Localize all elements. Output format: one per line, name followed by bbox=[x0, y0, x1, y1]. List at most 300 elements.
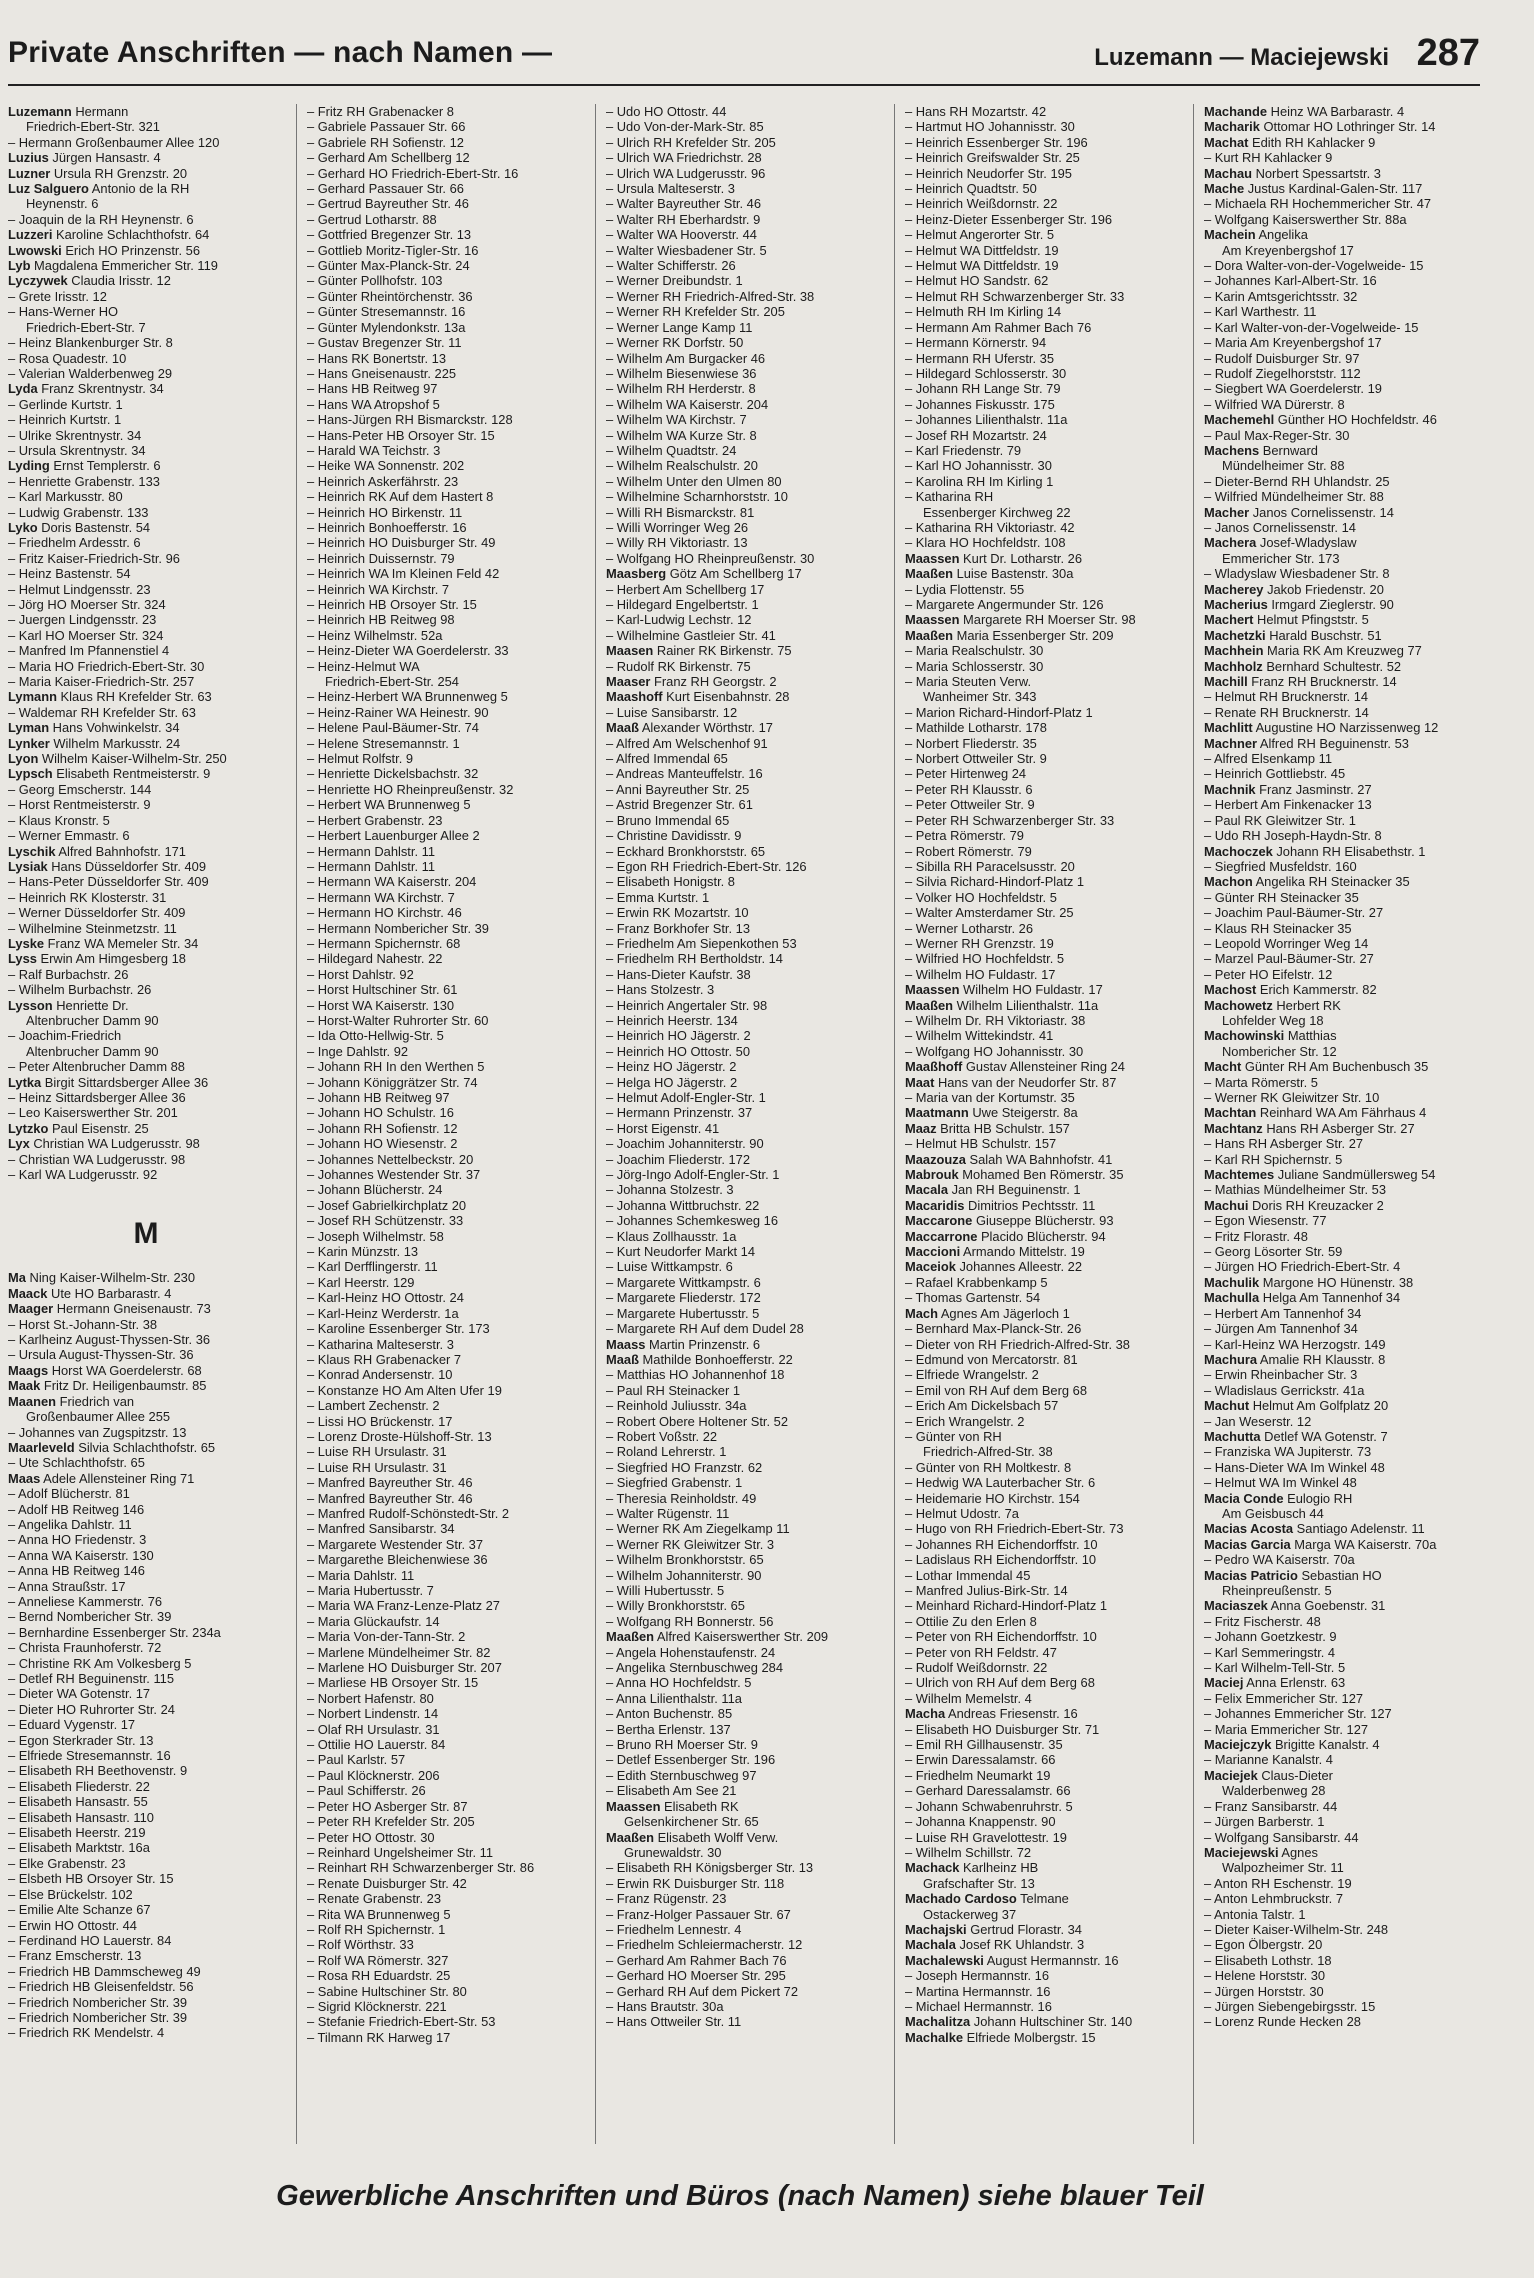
list-item: – Siegfried HO Franzstr. 62 bbox=[606, 1459, 763, 1475]
list-item bbox=[1204, 628, 1480, 643]
list-item: – Margarete Wittkampstr. 6 bbox=[606, 1274, 761, 1290]
surname: Maack bbox=[8, 1285, 48, 1301]
entry-details: Wilhelm HO Fuldastr. 17 bbox=[959, 982, 1103, 998]
list-item: – Helmut WA Im Winkel 48 bbox=[1204, 1475, 1357, 1491]
list-item: – Marlene HO Duisburger Str. 207 bbox=[307, 1660, 502, 1676]
list-item: – Emma Kurtstr. 1 bbox=[606, 889, 710, 905]
list-item: – Adolf HB Reitweg 146 bbox=[8, 1501, 145, 1517]
entry-details: Götz Am Schellberg 17 bbox=[666, 566, 802, 582]
list-item: – Paul Klöcknerstr. 206 bbox=[307, 1767, 440, 1783]
list-item bbox=[8, 520, 284, 535]
surname: Maatmann bbox=[905, 1105, 969, 1121]
entry-details: August Hermannstr. 16 bbox=[983, 1952, 1119, 1968]
list-item: – Karl-Heinz Werderstr. 1a bbox=[307, 1305, 459, 1321]
entry-details: Detlef WA Gotenstr. 7 bbox=[1260, 1428, 1388, 1444]
list-item bbox=[905, 1105, 1181, 1120]
list-item: – Johann RH Lange Str. 79 bbox=[905, 381, 1061, 397]
list-item: – Elisabeth Hansastr. 110 bbox=[8, 1809, 154, 1825]
directory-columns bbox=[8, 104, 1480, 2144]
list-item bbox=[8, 766, 284, 781]
surname: Mabrouk bbox=[905, 1167, 959, 1183]
surname: Lytzko bbox=[8, 1120, 49, 1136]
surname: Maaßhoff bbox=[905, 1059, 963, 1075]
list-item: – Peter von RH Eichendorffstr. 10 bbox=[905, 1629, 1097, 1645]
entry-details: Salah WA Bahnhofstr. 41 bbox=[965, 1151, 1113, 1167]
surname: Macharik bbox=[1204, 119, 1260, 135]
list-item: – Peter RH Krefelder Str. 205 bbox=[307, 1814, 475, 1830]
list-item: – Werner RH Grenzstr. 19 bbox=[905, 935, 1054, 951]
list-item: – Werner RK Am Ziegelkamp 11 bbox=[606, 1521, 790, 1537]
entry-details: Armando Mittelstr. 19 bbox=[960, 1244, 1085, 1260]
list-item: – Elisabeth Fliederstr. 22 bbox=[8, 1778, 150, 1794]
list-item: – Detlef Essenberger Str. 196 bbox=[606, 1752, 776, 1768]
list-item: – Gerhard Am Schellberg 12 bbox=[307, 150, 470, 166]
list-item: – Egon Sterkrader Str. 13 bbox=[8, 1732, 154, 1748]
list-item: – Elisabeth Heerstr. 219 bbox=[8, 1825, 146, 1841]
surname: Macias Acosta bbox=[1204, 1521, 1294, 1537]
list-item: – Klaus RH Steinacker 35 bbox=[1204, 920, 1352, 936]
list-item: Gelsenkirchener Str. 65 bbox=[624, 1814, 759, 1830]
list-item: – Anni Bayreuther Str. 25 bbox=[606, 781, 750, 797]
list-item: – Ferdinand HO Lauerstr. 84 bbox=[8, 1932, 172, 1948]
entry-details: Juliane Sandmüllersweg 54 bbox=[1274, 1167, 1436, 1183]
list-item bbox=[8, 1136, 284, 1151]
list-item: – Walter Wiesbadener Str. 5 bbox=[606, 242, 767, 258]
list-item: – Heinrich HB Orsoyer Str. 15 bbox=[307, 597, 477, 612]
surname: Machholz bbox=[1204, 658, 1263, 674]
surname: Lyske bbox=[8, 935, 45, 951]
list-item bbox=[1204, 1675, 1480, 1690]
entry-details: Luise Bastenstr. 30a bbox=[953, 566, 1074, 582]
list-item: – Marlene Mündelheimer Str. 82 bbox=[307, 1644, 491, 1660]
list-item: – Herbert Lauenburger Allee 2 bbox=[307, 828, 480, 844]
list-item: – Peter HO Asberger Str. 87 bbox=[307, 1798, 468, 1814]
surname: Lytka bbox=[8, 1074, 42, 1090]
list-item: – Hermann WA Kirchstr. 7 bbox=[307, 889, 455, 905]
list-item bbox=[606, 1352, 882, 1367]
list-item: – Helga HO Jägerstr. 2 bbox=[606, 1074, 738, 1090]
list-item bbox=[905, 1059, 1181, 1074]
entry-details: Sebastian HO bbox=[1297, 1567, 1382, 1583]
list-item: – Paul Karlstr. 57 bbox=[307, 1752, 406, 1768]
list-item: – Johann HO Wiesenstr. 2 bbox=[307, 1136, 458, 1152]
list-item: – Hermann Prinzenstr. 37 bbox=[606, 1105, 753, 1121]
list-item: – Ulrich WA Ludgerusstr. 96 bbox=[606, 165, 766, 181]
surname: Machost bbox=[1204, 982, 1257, 998]
list-item: – Rolf Wörthstr. 33 bbox=[307, 1937, 414, 1953]
list-item: – Herbert WA Brunnenweg 5 bbox=[307, 797, 471, 813]
entry-details: Franz Skrentnystr. 34 bbox=[37, 381, 164, 397]
list-item: – Anton RH Eschenstr. 19 bbox=[1204, 1875, 1352, 1891]
surname: Machner bbox=[1204, 735, 1258, 751]
list-item: – Hans Stolzestr. 3 bbox=[606, 982, 715, 998]
list-item: – Pedro WA Kaiserstr. 70a bbox=[1204, 1552, 1355, 1568]
list-item bbox=[8, 243, 284, 258]
list-item: – Heinz-Helmut WA bbox=[307, 658, 420, 674]
list-item: – Jürgen Am Tannenhof 34 bbox=[1204, 1321, 1358, 1337]
list-item: – Peter Ottweiler Str. 9 bbox=[905, 797, 1035, 813]
list-item: – Werner RK Dorfstr. 50 bbox=[606, 335, 744, 351]
list-item: – Sabine Hultschiner Str. 80 bbox=[307, 1983, 467, 1999]
entry-details: Andreas Friesenstr. 16 bbox=[945, 1706, 1078, 1722]
entry-details: Hans Vohwinkelstr. 34 bbox=[49, 720, 180, 736]
entry-details: Rainer RK Birkenstr. 75 bbox=[653, 643, 792, 659]
list-item: – Werner Dreibundstr. 1 bbox=[606, 273, 743, 289]
list-item: – Joseph Hermannstr. 16 bbox=[905, 1968, 1050, 1984]
entry-details: Marga WA Kaiserstr. 70a bbox=[1290, 1536, 1437, 1552]
list-item: – Hans HB Reitweg 97 bbox=[307, 381, 438, 397]
list-item: – Wladislaus Gerrickstr. 41a bbox=[1204, 1382, 1365, 1398]
list-item: – Franziska WA Jupiterstr. 73 bbox=[1204, 1444, 1372, 1460]
list-item bbox=[8, 998, 284, 1013]
surname: Maassen bbox=[905, 550, 960, 566]
list-item bbox=[1204, 659, 1480, 674]
list-item: – Emil RH Gillhausenstr. 35 bbox=[905, 1737, 1063, 1753]
surname: Maarleveld bbox=[8, 1439, 75, 1455]
list-item: – Maria Realschulstr. 30 bbox=[905, 643, 1044, 659]
list-item bbox=[1204, 597, 1480, 612]
list-item bbox=[905, 2030, 1181, 2045]
list-item bbox=[1204, 720, 1480, 735]
list-item: – Hans-Werner HO bbox=[8, 304, 119, 320]
list-item: – Manfred Bayreuther Str. 46 bbox=[307, 1490, 473, 1506]
entry-details: Hans RH Asberger Str. 27 bbox=[1262, 1120, 1415, 1136]
list-item: – Gerhard HO Friedrich-Ebert-Str. 16 bbox=[307, 165, 519, 181]
list-item: – Werner Lotharstr. 26 bbox=[905, 920, 1034, 936]
list-item: – Ute Schlachthofstr. 65 bbox=[8, 1455, 145, 1471]
list-item: – Johannes Fiskusstr. 175 bbox=[905, 396, 1055, 412]
list-item bbox=[1204, 412, 1480, 427]
list-item: – Joachim Johanniterstr. 90 bbox=[606, 1136, 764, 1152]
entry-details: Erich Kammerstr. 82 bbox=[1256, 982, 1377, 998]
list-item: – Dora Walter-von-der-Vogelweide- 15 bbox=[1204, 258, 1424, 274]
list-item: – Werner RK Gleiwitzer Str. 10 bbox=[1204, 1090, 1380, 1105]
list-item: – Werner Emmastr. 6 bbox=[8, 828, 130, 844]
entry-details: Margarete RH Moerser Str. 98 bbox=[959, 612, 1136, 628]
list-item: – Horst Rentmeisterstr. 9 bbox=[8, 797, 151, 813]
list-item: – Peter von RH Feldstr. 47 bbox=[905, 1644, 1057, 1660]
list-item: – Katharina Malteserstr. 3 bbox=[307, 1336, 454, 1352]
entry-details: Alfred Kaiserswerther Str. 209 bbox=[654, 1629, 829, 1645]
list-item: – Elisabeth Lothstr. 18 bbox=[1204, 1952, 1332, 1968]
list-item: – Eduard Vygenstr. 17 bbox=[8, 1717, 136, 1733]
list-item: – Meinhard Richard-Hindorf-Platz 1 bbox=[905, 1598, 1108, 1614]
list-item: – Hermann Dahlstr. 11 bbox=[307, 843, 436, 859]
list-item: – Franz Emscherstr. 13 bbox=[8, 1948, 142, 1964]
list-item: – Wilhelm WA Kurze Str. 8 bbox=[606, 427, 757, 443]
list-item: – Elsbeth HB Orsoyer Str. 15 bbox=[8, 1871, 174, 1887]
list-item bbox=[1204, 1198, 1480, 1213]
list-item: – Hartmut HO Johannisstr. 30 bbox=[905, 119, 1075, 135]
surname: Luzemann bbox=[8, 104, 72, 119]
list-item bbox=[905, 1152, 1181, 1167]
list-item: – Anna Lilienthalstr. 11a bbox=[606, 1690, 742, 1706]
list-item: Emmericher Str. 173 bbox=[1222, 550, 1340, 566]
list-item: – Elfriede Stresemannstr. 16 bbox=[8, 1748, 171, 1764]
list-item: – Jürgen Barberstr. 1 bbox=[1204, 1814, 1325, 1830]
list-item: – Franz Rügenstr. 23 bbox=[606, 1891, 727, 1907]
list-item: – Renate Grabenstr. 23 bbox=[307, 1891, 442, 1907]
list-item bbox=[606, 674, 882, 689]
list-item: – Wilhelm Memelstr. 4 bbox=[905, 1690, 1032, 1706]
list-item bbox=[905, 1306, 1181, 1321]
surname: Machoczek bbox=[1204, 843, 1273, 859]
list-item: – Gabriele RH Sofienstr. 12 bbox=[307, 134, 464, 150]
surname: Machein bbox=[1204, 227, 1256, 243]
list-item: – Friedrich HB Gleisenfeldstr. 56 bbox=[8, 1979, 194, 1995]
list-item: – Gabriele Passauer Str. 66 bbox=[307, 119, 466, 135]
list-item: – Ulrich RH Krefelder Str. 205 bbox=[606, 134, 776, 150]
surname: Lysiak bbox=[8, 858, 48, 874]
list-item bbox=[1204, 1059, 1480, 1074]
list-item: – Gustav Bregenzer Str. 11 bbox=[307, 335, 462, 351]
list-item: – Jürgen HO Friedrich-Ebert-Str. 4 bbox=[1204, 1259, 1401, 1275]
surname: Maazouza bbox=[905, 1151, 966, 1167]
list-item bbox=[606, 1799, 882, 1814]
list-item: – Rosa Quadestr. 10 bbox=[8, 350, 127, 366]
list-item: – Johannes van Zugspitzstr. 13 bbox=[8, 1424, 187, 1440]
list-item: – Heinrich Greifswalder Str. 25 bbox=[905, 150, 1080, 166]
list-item: – Norbert Ottweiler Str. 9 bbox=[905, 751, 1047, 767]
list-item: Lohfelder Weg 18 bbox=[1222, 1012, 1324, 1028]
list-item bbox=[1204, 119, 1480, 134]
list-item: – Joachim-Friedrich bbox=[8, 1028, 122, 1044]
list-item: – Christine RK Am Volkesberg 5 bbox=[8, 1655, 192, 1671]
list-item: – Inge Dahlstr. 92 bbox=[307, 1043, 409, 1059]
list-item: – Friedrich Nombericher Str. 39 bbox=[8, 2009, 188, 2025]
list-item bbox=[8, 273, 284, 288]
list-item bbox=[1204, 1521, 1480, 1536]
entry-details: Gertrud Florastr. 34 bbox=[966, 1921, 1082, 1937]
list-item: – Joseph Wilhelmstr. 58 bbox=[307, 1228, 444, 1244]
list-item: – Maria Hubertusstr. 7 bbox=[307, 1583, 434, 1598]
list-item: Friedrich-Alfred-Str. 38 bbox=[923, 1444, 1053, 1460]
list-item: – Karl WA Ludgerusstr. 92 bbox=[8, 1167, 158, 1183]
list-item: – Johannes Nettelbeckstr. 20 bbox=[307, 1151, 474, 1167]
list-item: – Reinhard Ungelsheimer Str. 11 bbox=[307, 1844, 494, 1860]
list-item: – Herbert Am Finkenacker 13 bbox=[1204, 797, 1372, 813]
list-item: – Walter Schifferstr. 26 bbox=[606, 258, 736, 274]
entry-details: Britta HB Schulstr. 157 bbox=[936, 1120, 1070, 1136]
list-item bbox=[8, 381, 284, 396]
entry-details: Harald Buschstr. 51 bbox=[1265, 627, 1382, 643]
surname: Maassen bbox=[606, 1798, 661, 1814]
list-item: – Heinrich Quadtstr. 50 bbox=[905, 181, 1037, 197]
surname: Machui bbox=[1204, 1197, 1249, 1213]
list-item: – Peter Altenbrucher Damm 88 bbox=[8, 1059, 185, 1075]
list-item: – Hans Brautstr. 30a bbox=[606, 1998, 724, 2014]
list-item: – Hans WA Atropshof 5 bbox=[307, 396, 440, 412]
surname: Macher bbox=[1204, 504, 1250, 520]
list-item: – Günter von RH Moltkestr. 8 bbox=[905, 1459, 1072, 1475]
list-item bbox=[606, 720, 882, 735]
list-item: – Wilhelm Wittekindstr. 41 bbox=[905, 1028, 1054, 1044]
column-2 bbox=[296, 104, 583, 2144]
list-item: – Heinz Blankenburger Str. 8 bbox=[8, 335, 173, 351]
list-item bbox=[8, 258, 284, 273]
entry-details: Hermann bbox=[71, 104, 129, 119]
list-item: – Peter HO Ottostr. 30 bbox=[307, 1829, 435, 1845]
surname: Maceiok bbox=[905, 1259, 956, 1275]
list-item: – Joachim Fliederstr. 172 bbox=[606, 1151, 751, 1167]
list-item: – Angelika Dahlstr. 11 bbox=[8, 1516, 132, 1532]
entry-details: Elisabeth Wolff Verw. bbox=[654, 1829, 779, 1845]
list-item bbox=[905, 1860, 1181, 1875]
list-item: – Georg Emscherstr. 144 bbox=[8, 781, 152, 797]
surname: Machalewski bbox=[905, 1952, 984, 1968]
list-item: – Klaus Kronstr. 5 bbox=[8, 812, 110, 828]
list-item: – Heinz-Rainer WA Heinestr. 90 bbox=[307, 704, 489, 720]
surname: Maak bbox=[8, 1378, 41, 1394]
entry-details: Klaus RH Krefelder Str. 63 bbox=[56, 689, 212, 705]
list-item: – Anneliese Kammerstr. 76 bbox=[8, 1593, 163, 1609]
list-item: – Bernhardine Essenberger Str. 234a bbox=[8, 1624, 221, 1640]
list-item: – Peter RH Schwarzenberger Str. 33 bbox=[905, 812, 1115, 828]
surname: Maccarrone bbox=[905, 1228, 978, 1244]
list-item: – Günter RH Steinacker 35 bbox=[1204, 889, 1359, 905]
list-item bbox=[8, 1471, 284, 1486]
list-item: – Helene Stresemannstr. 1 bbox=[307, 735, 460, 751]
list-item: – Maria Dahlstr. 11 bbox=[307, 1567, 415, 1583]
list-item: – Heinrich Heerstr. 134 bbox=[606, 1012, 738, 1028]
entry-details: Augustine HO Narzissenweg 12 bbox=[1252, 720, 1439, 736]
surname: Lyda bbox=[8, 381, 38, 397]
entry-details: Johannes Alleestr. 22 bbox=[955, 1259, 1083, 1275]
list-item: – Wilhelmine Scharnhorststr. 10 bbox=[606, 489, 788, 505]
list-item: – Johann Schwabenruhrstr. 5 bbox=[905, 1798, 1073, 1814]
list-item: – Sibilla RH Paracelsusstr. 20 bbox=[905, 858, 1075, 874]
entry-details: Mohamed Ben Römerstr. 35 bbox=[958, 1167, 1124, 1183]
entry-details: Bernhard Schultestr. 52 bbox=[1262, 658, 1402, 674]
surname: Machert bbox=[1204, 612, 1254, 628]
list-item: – Horst-Walter Ruhrorter Str. 60 bbox=[307, 1012, 489, 1028]
list-item: – Werner RK Gleiwitzer Str. 3 bbox=[606, 1536, 775, 1552]
list-item: – Norbert Hafenstr. 80 bbox=[307, 1690, 434, 1706]
entry-details: Friedrich van bbox=[56, 1393, 135, 1409]
entry-details: Santiago Adelenstr. 11 bbox=[1293, 1521, 1425, 1537]
list-item: – Franz-Holger Passauer Str. 67 bbox=[606, 1906, 791, 1922]
list-item: – Günter Rheintörchenstr. 36 bbox=[307, 288, 473, 304]
entry-details: Henriette Dr. bbox=[52, 997, 129, 1013]
list-item: – Günter Pollhofstr. 103 bbox=[307, 273, 443, 289]
list-item: – Heinrich HO Birkenstr. 11 bbox=[307, 504, 463, 520]
surname: Machtan bbox=[1204, 1105, 1257, 1121]
list-item: – Hermann HO Kirchstr. 46 bbox=[307, 905, 462, 921]
list-item: – Elfriede Wrangelstr. 2 bbox=[905, 1367, 1039, 1383]
list-item bbox=[905, 551, 1181, 566]
list-item: – Detlef RH Beguinenstr. 115 bbox=[8, 1671, 175, 1686]
list-item: – Ralf Burbachstr. 26 bbox=[8, 966, 129, 982]
list-item: – Renate Duisburger Str. 42 bbox=[307, 1875, 467, 1891]
entry-details: Josef-Wladyslaw bbox=[1256, 535, 1357, 551]
column-5 bbox=[1193, 104, 1480, 2144]
list-item: – Karl Walter-von-der-Vogelweide- 15 bbox=[1204, 319, 1419, 335]
list-item: – Johann Königgrätzer Str. 74 bbox=[307, 1074, 478, 1090]
list-item: – Hans Gneisenaustr. 225 bbox=[307, 365, 457, 381]
list-item: – Karl-Heinz WA Herzogstr. 149 bbox=[1204, 1336, 1386, 1352]
column-3 bbox=[595, 104, 882, 2144]
surname: Maat bbox=[905, 1074, 935, 1090]
list-item: – Marianne Kanalstr. 4 bbox=[1204, 1752, 1333, 1768]
list-item: – Christa Fraunhoferstr. 72 bbox=[8, 1640, 162, 1656]
entry-details: Alfred RH Beguinenstr. 53 bbox=[1257, 735, 1409, 751]
list-item: – Karl RH Spichernstr. 5 bbox=[1204, 1151, 1343, 1167]
surname: Macht bbox=[1204, 1059, 1242, 1075]
list-item bbox=[8, 227, 284, 242]
list-item: – Heinrich HO Jägerstr. 2 bbox=[606, 1028, 751, 1044]
list-item: – Christian WA Ludgerusstr. 98 bbox=[8, 1151, 186, 1167]
section-letter: M bbox=[133, 1217, 159, 1251]
list-item: – Karl-Heinz HO Ottostr. 24 bbox=[307, 1290, 464, 1306]
list-item: – Emil von RH Auf dem Berg 68 bbox=[905, 1382, 1087, 1398]
list-item: – Helmut WA Dittfeldstr. 19 bbox=[905, 242, 1059, 258]
list-item: – Karl Derfflingerstr. 11 bbox=[307, 1259, 438, 1275]
list-item: – Maria Kaiser-Friedrich-Str. 257 bbox=[8, 674, 195, 690]
list-item: – Hermann Dahlstr. 11 bbox=[307, 858, 436, 874]
list-item: – Wolfgang HO Johannisstr. 30 bbox=[905, 1043, 1084, 1059]
list-item: – Dieter WA Gotenstr. 17 bbox=[8, 1686, 151, 1702]
list-item: – Manfred Im Pfannenstiel 4 bbox=[8, 643, 170, 659]
list-item: – Johann HB Reitweg 97 bbox=[307, 1090, 450, 1105]
list-item: – Eckhard Bronkhorststr. 65 bbox=[606, 843, 766, 859]
list-item bbox=[1204, 982, 1480, 997]
list-item: – Margarete Hubertusstr. 5 bbox=[606, 1305, 760, 1321]
list-item: – Willi Worringer Weg 26 bbox=[606, 519, 749, 535]
list-item: – Franz Borkhofer Str. 13 bbox=[606, 920, 751, 936]
surname: Mach bbox=[905, 1305, 938, 1321]
list-item: Altenbrucher Damm 90 bbox=[26, 1012, 159, 1028]
list-item: – Heike WA Sonnenstr. 202 bbox=[307, 458, 465, 474]
list-item: – Elisabeth HO Duisburger Str. 71 bbox=[905, 1721, 1100, 1737]
list-item: – Willi Hubertusstr. 5 bbox=[606, 1583, 725, 1598]
list-item: – Günter von RH bbox=[905, 1428, 1002, 1444]
list-item: – Karl Friedenstr. 79 bbox=[905, 442, 1022, 458]
list-item: – Roland Lehrerstr. 1 bbox=[606, 1444, 727, 1460]
list-item: – Johanna Wittbruchstr. 22 bbox=[606, 1197, 760, 1213]
list-item bbox=[1204, 1845, 1480, 1860]
list-item: – Wilhelmine Gastleier Str. 41 bbox=[606, 627, 776, 643]
surname: Machack bbox=[905, 1860, 960, 1876]
entry-details: Ursula RH Grenzstr. 20 bbox=[50, 165, 188, 181]
list-item: – Johannes Schemkesweg 16 bbox=[606, 1213, 778, 1229]
entry-details: Karoline Schlachthofstr. 64 bbox=[52, 227, 210, 243]
list-item: – Margarete Fliederstr. 172 bbox=[606, 1290, 761, 1306]
list-item: – Tilmann RK Harweg 17 bbox=[307, 2029, 451, 2045]
list-item bbox=[1204, 1737, 1480, 1752]
list-item: Friedrich-Ebert-Str. 321 bbox=[26, 119, 160, 135]
list-item: – Egon RH Friedrich-Ebert-Str. 126 bbox=[606, 858, 807, 874]
list-item: – Johannes Karl-Albert-Str. 16 bbox=[1204, 273, 1377, 289]
list-item: – Gerlinde Kurtstr. 1 bbox=[8, 396, 123, 412]
list-item: – Gottlieb Moritz-Tigler-Str. 16 bbox=[307, 242, 479, 258]
list-item: – Horst Eigenstr. 41 bbox=[606, 1120, 720, 1136]
entry-details: Agnes bbox=[1278, 1844, 1318, 1860]
list-item: – Ulrich von RH Auf dem Berg 68 bbox=[905, 1675, 1095, 1691]
list-item: – Wilhelmine Steinmetzstr. 11 bbox=[8, 920, 177, 936]
surname: Macaridis bbox=[905, 1197, 965, 1213]
list-item: – Ottilie Zu den Erlen 8 bbox=[905, 1613, 1037, 1629]
list-item: – Margarete RH Auf dem Dudel 28 bbox=[606, 1321, 804, 1337]
surname: Machulik bbox=[1204, 1274, 1260, 1290]
list-item: – Karl-Ludwig Lechstr. 12 bbox=[606, 612, 752, 628]
list-item: – Gerhard HO Moerser Str. 295 bbox=[606, 1968, 786, 1984]
entry-details: Wilhelm Kaiser-Wilhelm-Str. 250 bbox=[38, 751, 227, 767]
list-item: Rheinpreußenstr. 5 bbox=[1222, 1583, 1332, 1598]
list-item: – Herbert Am Schellberg 17 bbox=[606, 581, 765, 597]
surname: Luz Salguero bbox=[8, 181, 89, 197]
entry-details: Bernward bbox=[1259, 442, 1318, 458]
entry-details: Johann Hultschiner Str. 140 bbox=[970, 2014, 1133, 2030]
